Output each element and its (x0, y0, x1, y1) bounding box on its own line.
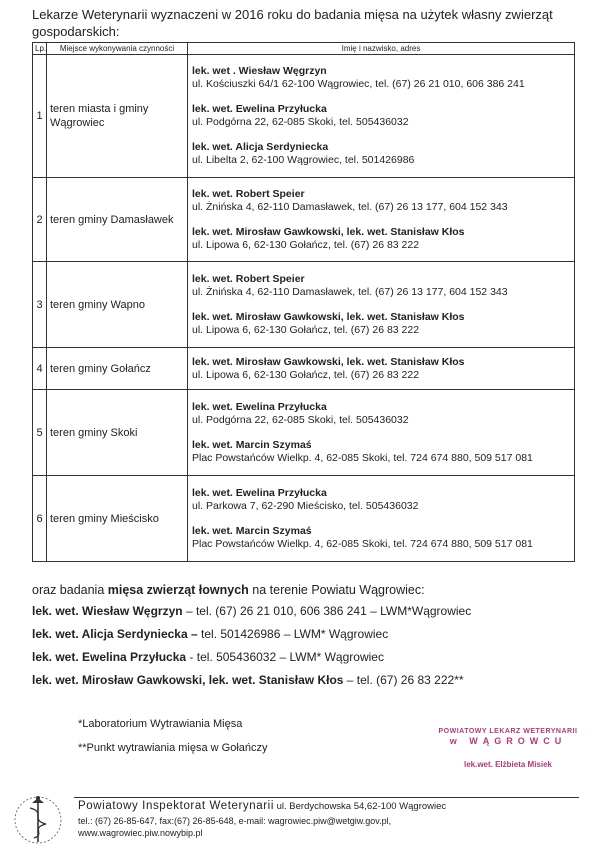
header-person: Imię i nazwisko, adres (188, 43, 575, 55)
game-meat-list (32, 600, 592, 692)
vet-address: ul. Kościuszki 64/1 62-100 Wągrowiec, tel. (67) 26 21 010, 606 386 241 (192, 78, 525, 90)
footer-contact-line: tel.: (67) 26-85-647, fax:(67) 26-85-648, e-mail: wagrowiec.piw@wetgiw.gov.pl, (78, 816, 392, 826)
game-vet-details: – tel. (67) 26 21 010, 606 386 241 – LWM*Wągrowiec (182, 604, 472, 618)
vet-address: Plac Powstańców Wielkp. 4, 62-085 Skoki, tel. 724 674 880, 509 517 081 (192, 537, 533, 550)
vet-entry (192, 103, 570, 129)
vet-name: lek. wet. Ewelina Przyłucka (192, 486, 327, 499)
footer-divider (74, 797, 579, 798)
vet-address: ul. Lipowa 6, 62-130 Gołańcz, tel. (67) 26 83 222 (192, 238, 420, 251)
row-lp: 2 (33, 178, 47, 262)
vet-address: ul. Lipowa 6, 62-130 Gołańcz, tel. (67) 26 83 222 (192, 368, 420, 381)
document-title: Lekarze Weterynarii wyznaczeni w 2016 roku do badania mięsa na użytek własny zwierząt gospodarskich: (32, 7, 553, 39)
footnote: *Laboratorium Wytrawiania Mięsa (78, 718, 243, 730)
vet-name: lek. wet. Mirosław Gawkowski, lek. wet. Stanisław Kłos (192, 355, 465, 368)
row-area: teren gminy Wapno (47, 262, 188, 348)
vet-address: ul. Żnińska 4, 62-110 Damasławek, tel. (67) 26 13 177, 604 152 343 (192, 200, 508, 213)
table-body (33, 55, 575, 562)
game-meat-intro (32, 583, 425, 597)
row-lp: 1 (33, 55, 47, 178)
row-vets (188, 390, 575, 476)
row-area: teren gminy Gołańcz (47, 348, 188, 390)
vet-name: lek. wet . Wiesław Węgrzyn (192, 65, 327, 77)
vet-entry (192, 226, 570, 252)
row-lp: 4 (33, 348, 47, 390)
row-area: teren gminy Damasławek (47, 178, 188, 262)
game-intro-pre: oraz badania (32, 583, 108, 597)
row-vets (188, 55, 575, 178)
vet-entry (192, 401, 570, 427)
vet-entry (192, 525, 570, 551)
vet-entry (192, 273, 570, 299)
list-item (32, 623, 592, 646)
row-lp: 3 (33, 262, 47, 348)
list-item (32, 646, 592, 669)
game-intro-bold: mięsa zwierząt łownych (107, 583, 249, 597)
game-vet-name: lek. wet. Alicja Serdyniecka – (32, 627, 198, 641)
row-lp: 6 (33, 476, 47, 562)
table-row (33, 262, 575, 348)
vet-address: ul. Parkowa 7, 62-290 Mieścisko, tel. 505436032 (192, 499, 419, 512)
vet-address: ul. Libelta 2, 62-100 Wągrowiec, tel. 501426986 (192, 154, 415, 166)
stamp-line: POWIATOWY LEKARZ WETERYNARII (438, 728, 578, 735)
vet-address: ul. Żnińska 4, 62-110 Damasławek, tel. (67) 26 13 177, 604 152 343 (192, 285, 508, 298)
vet-entry (192, 356, 570, 382)
vet-address: ul. Lipowa 6, 62-130 Gołańcz, tel. (67) 26 83 222 (192, 323, 420, 336)
game-vet-name: lek. wet. Ewelina Przyłucka (32, 650, 187, 664)
footnotes (78, 712, 268, 760)
stamp-signatory: lek.wet. Elżbieta Misiek (463, 760, 553, 769)
stamp-line: w WĄGROWCU (449, 736, 567, 746)
list-item (32, 600, 592, 623)
game-vet-details: – tel. (67) 26 83 222** (343, 673, 464, 687)
row-vets (188, 262, 575, 348)
vet-entry (192, 141, 570, 167)
table-row (33, 55, 575, 178)
header-lp: Lp. (33, 43, 47, 55)
vet-address: ul. Podgórna 22, 62-085 Skoki, tel. 505436032 (192, 413, 409, 426)
vet-entry (192, 65, 570, 91)
vet-address: ul. Podgórna 22, 62-085 Skoki, tel. 505436032 (192, 116, 409, 128)
game-vet-name: lek. wet. Mirosław Gawkowski, lek. wet. Stanisław Kłos (32, 673, 344, 687)
vet-name: lek. wet. Ewelina Przyłucka (192, 400, 327, 413)
vet-name: lek. wet. Ewelina Przyłucka (192, 103, 327, 115)
vet-entry (192, 311, 570, 337)
row-area: teren gminy Mieścisko (47, 476, 188, 562)
table-row (33, 476, 575, 562)
footer-website: www.wagrowiec.piw.nowybip.pl (78, 828, 203, 838)
row-vets (188, 178, 575, 262)
game-intro-post: na terenie Powiatu Wągrowiec: (248, 583, 425, 597)
header-place: Miejsce wykonywania czynności (47, 43, 188, 55)
footer-institution (78, 800, 446, 812)
footnote: **Punkt wytrawiania mięsa w Gołańczy (78, 742, 268, 754)
row-vets (188, 476, 575, 562)
table-row (33, 178, 575, 262)
vet-entry (192, 188, 570, 214)
official-stamp (423, 728, 593, 769)
footer-institution-name: Powiatowy Inspektorat Weterynarii (78, 800, 274, 812)
row-area: teren gminy Skoki (47, 390, 188, 476)
vet-name: lek. wet. Marcin Szymaś (192, 438, 312, 451)
vet-name: lek. wet. Marcin Szymaś (192, 524, 312, 537)
veterinarians-table (32, 42, 575, 562)
footer-address: ul. Berdychowska 54,62-100 Wągrowiec (274, 801, 447, 812)
list-item (32, 669, 592, 692)
game-vet-name: lek. wet. Wiesław Węgrzyn (32, 604, 183, 618)
table-header-row (33, 43, 575, 55)
game-vet-details: tel. 501426986 – LWM* Wągrowiec (197, 627, 389, 641)
table-row (33, 348, 575, 390)
footer-contact (78, 815, 391, 839)
veterinary-logo-icon (8, 790, 68, 845)
vet-entry (192, 487, 570, 513)
vet-name: lek. wet. Alicja Serdyniecka (192, 141, 329, 153)
vet-name: lek. wet. Robert Speier (192, 187, 305, 200)
vet-entry (192, 439, 570, 465)
vet-name: lek. wet. Robert Speier (192, 272, 305, 285)
row-lp: 5 (33, 390, 47, 476)
row-vets (188, 348, 575, 390)
vet-address: Plac Powstańców Wielkp. 4, 62-085 Skoki, tel. 724 674 880, 509 517 081 (192, 451, 533, 464)
vet-name: lek. wet. Mirosław Gawkowski, lek. wet. Stanisław Kłos (192, 310, 465, 323)
table-row (33, 390, 575, 476)
vet-name: lek. wet. Mirosław Gawkowski, lek. wet. Stanisław Kłos (192, 225, 465, 238)
row-area: teren miasta i gminy Wągrowiec (47, 55, 188, 178)
game-vet-details: - tel. 505436032 – LWM* Wągrowiec (186, 650, 384, 664)
